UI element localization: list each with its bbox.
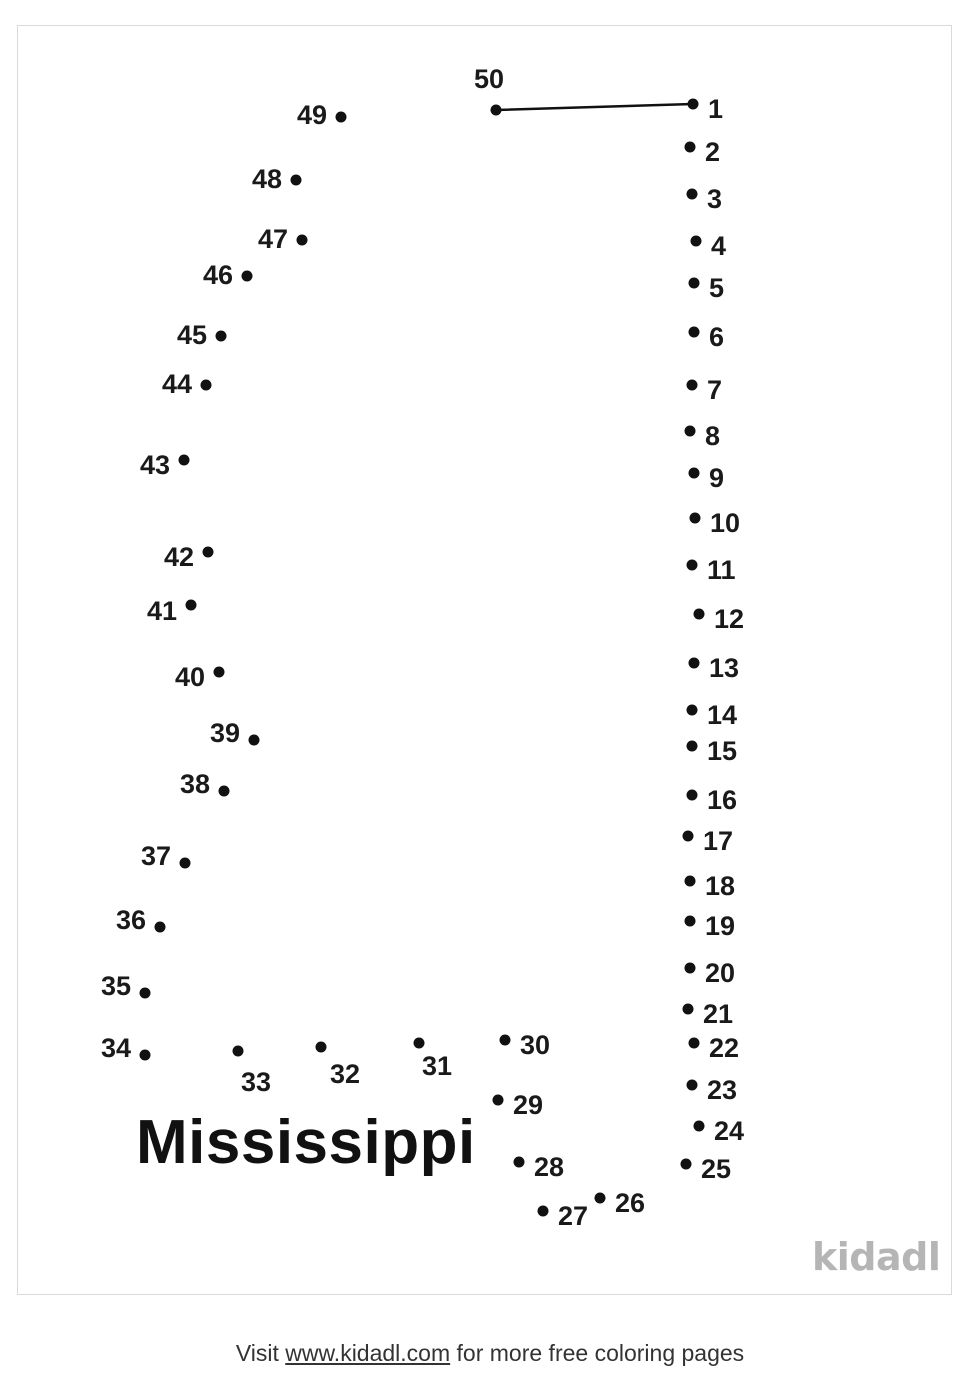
dot-label-3: 3 (707, 184, 723, 214)
dot-label-5: 5 (709, 273, 725, 303)
dot-5 (689, 278, 700, 289)
dot-44 (201, 380, 212, 391)
dot-10 (690, 513, 701, 524)
dot-label-46: 46 (202, 260, 233, 290)
dot-label-27: 27 (558, 1201, 589, 1231)
dot-41 (186, 600, 197, 611)
dot-14 (687, 705, 698, 716)
dot-46 (242, 271, 253, 282)
dot-8 (685, 426, 696, 437)
dot-39 (249, 735, 260, 746)
state-title: Mississippi (136, 1108, 476, 1177)
dot-label-36: 36 (115, 905, 146, 935)
footer-prefix: Visit (235, 1340, 279, 1366)
dot-label-8: 8 (705, 421, 721, 451)
dot-7 (687, 380, 698, 391)
dot-label-48: 48 (251, 164, 282, 194)
dot-label-14: 14 (707, 700, 738, 730)
dot-22 (689, 1038, 700, 1049)
dot-label-31: 31 (421, 1051, 453, 1081)
dot-label-30: 30 (520, 1030, 551, 1060)
dot-label-33: 33 (240, 1067, 272, 1097)
dots-layer (101, 64, 744, 1231)
dot-label-20: 20 (705, 958, 736, 988)
dot-label-9: 9 (709, 463, 725, 493)
dot-18 (685, 876, 696, 887)
dot-12 (694, 609, 705, 620)
dot-label-17: 17 (703, 826, 734, 856)
dot-17 (683, 831, 694, 842)
dot-label-40: 40 (174, 662, 205, 692)
dot-47 (297, 235, 308, 246)
dot-1 (688, 99, 699, 110)
dot-label-22: 22 (709, 1033, 740, 1063)
dot-label-32: 32 (329, 1059, 361, 1089)
dot-37 (180, 858, 191, 869)
dot-35 (140, 988, 151, 999)
dot-label-16: 16 (707, 785, 738, 815)
dot-label-24: 24 (714, 1116, 745, 1146)
dot-50 (491, 105, 502, 116)
dot-21 (683, 1004, 694, 1015)
dot-label-42: 42 (163, 542, 194, 572)
dot-label-41: 41 (146, 596, 177, 626)
dot-31 (414, 1038, 425, 1049)
dot-label-1: 1 (708, 94, 724, 124)
dot-label-44: 44 (161, 369, 192, 399)
footer-text (0, 1340, 980, 1367)
dot-48 (291, 175, 302, 186)
dot-label-50: 50 (473, 64, 505, 94)
dot-42 (203, 547, 214, 558)
dot-4 (691, 236, 702, 247)
dot-label-45: 45 (176, 320, 207, 350)
dot-6 (689, 327, 700, 338)
dot-label-29: 29 (513, 1090, 544, 1120)
dot-label-34: 34 (100, 1033, 131, 1063)
dot-3 (687, 189, 698, 200)
dot-label-6: 6 (709, 322, 725, 352)
kidadl-logo: kidadl (812, 1235, 941, 1279)
dot-label-15: 15 (707, 736, 738, 766)
dot-29 (493, 1095, 504, 1106)
dot-label-19: 19 (705, 911, 736, 941)
dot-label-12: 12 (714, 604, 745, 634)
dot-36 (155, 922, 166, 933)
dot-23 (687, 1080, 698, 1091)
dot-label-39: 39 (209, 718, 240, 748)
dot-49 (336, 112, 347, 123)
dot-45 (216, 331, 227, 342)
dot-label-49: 49 (296, 100, 327, 130)
dot-label-26: 26 (615, 1188, 646, 1218)
dot-label-10: 10 (710, 508, 741, 538)
dot-25 (681, 1159, 692, 1170)
dot-20 (685, 963, 696, 974)
dot-label-4: 4 (711, 231, 727, 261)
dot-label-23: 23 (707, 1075, 738, 1105)
dot-label-35: 35 (100, 971, 131, 1001)
dot-label-11: 11 (707, 555, 736, 585)
dot-9 (689, 468, 700, 479)
dot-2 (685, 142, 696, 153)
dot-label-38: 38 (179, 769, 210, 799)
dot-34 (140, 1050, 151, 1061)
dot-label-43: 43 (139, 450, 170, 480)
dot-16 (687, 790, 698, 801)
dot-label-2: 2 (705, 137, 721, 167)
dot-label-47: 47 (257, 224, 288, 254)
dot-38 (219, 786, 230, 797)
footer-link[interactable]: www.kidadl.com (285, 1340, 451, 1366)
dot-30 (500, 1035, 511, 1046)
dot-32 (316, 1042, 327, 1053)
dot-label-13: 13 (709, 653, 740, 683)
dot-15 (687, 741, 698, 752)
dot-27 (538, 1206, 549, 1217)
dot-40 (214, 667, 225, 678)
dot-19 (685, 916, 696, 927)
dot-label-7: 7 (707, 375, 723, 405)
dot-43 (179, 455, 190, 466)
dot-33 (233, 1046, 244, 1057)
dot-label-25: 25 (701, 1154, 732, 1184)
dot-label-21: 21 (703, 999, 734, 1029)
dot-28 (514, 1157, 525, 1168)
footer-suffix: for more free coloring pages (456, 1340, 745, 1366)
dot-11 (687, 560, 698, 571)
dot-label-37: 37 (140, 841, 171, 871)
dot-label-18: 18 (705, 871, 736, 901)
dot-13 (689, 658, 700, 669)
dot-26 (595, 1193, 606, 1204)
dot-label-28: 28 (534, 1152, 565, 1182)
dot-24 (694, 1121, 705, 1132)
connecting-line (496, 104, 693, 110)
